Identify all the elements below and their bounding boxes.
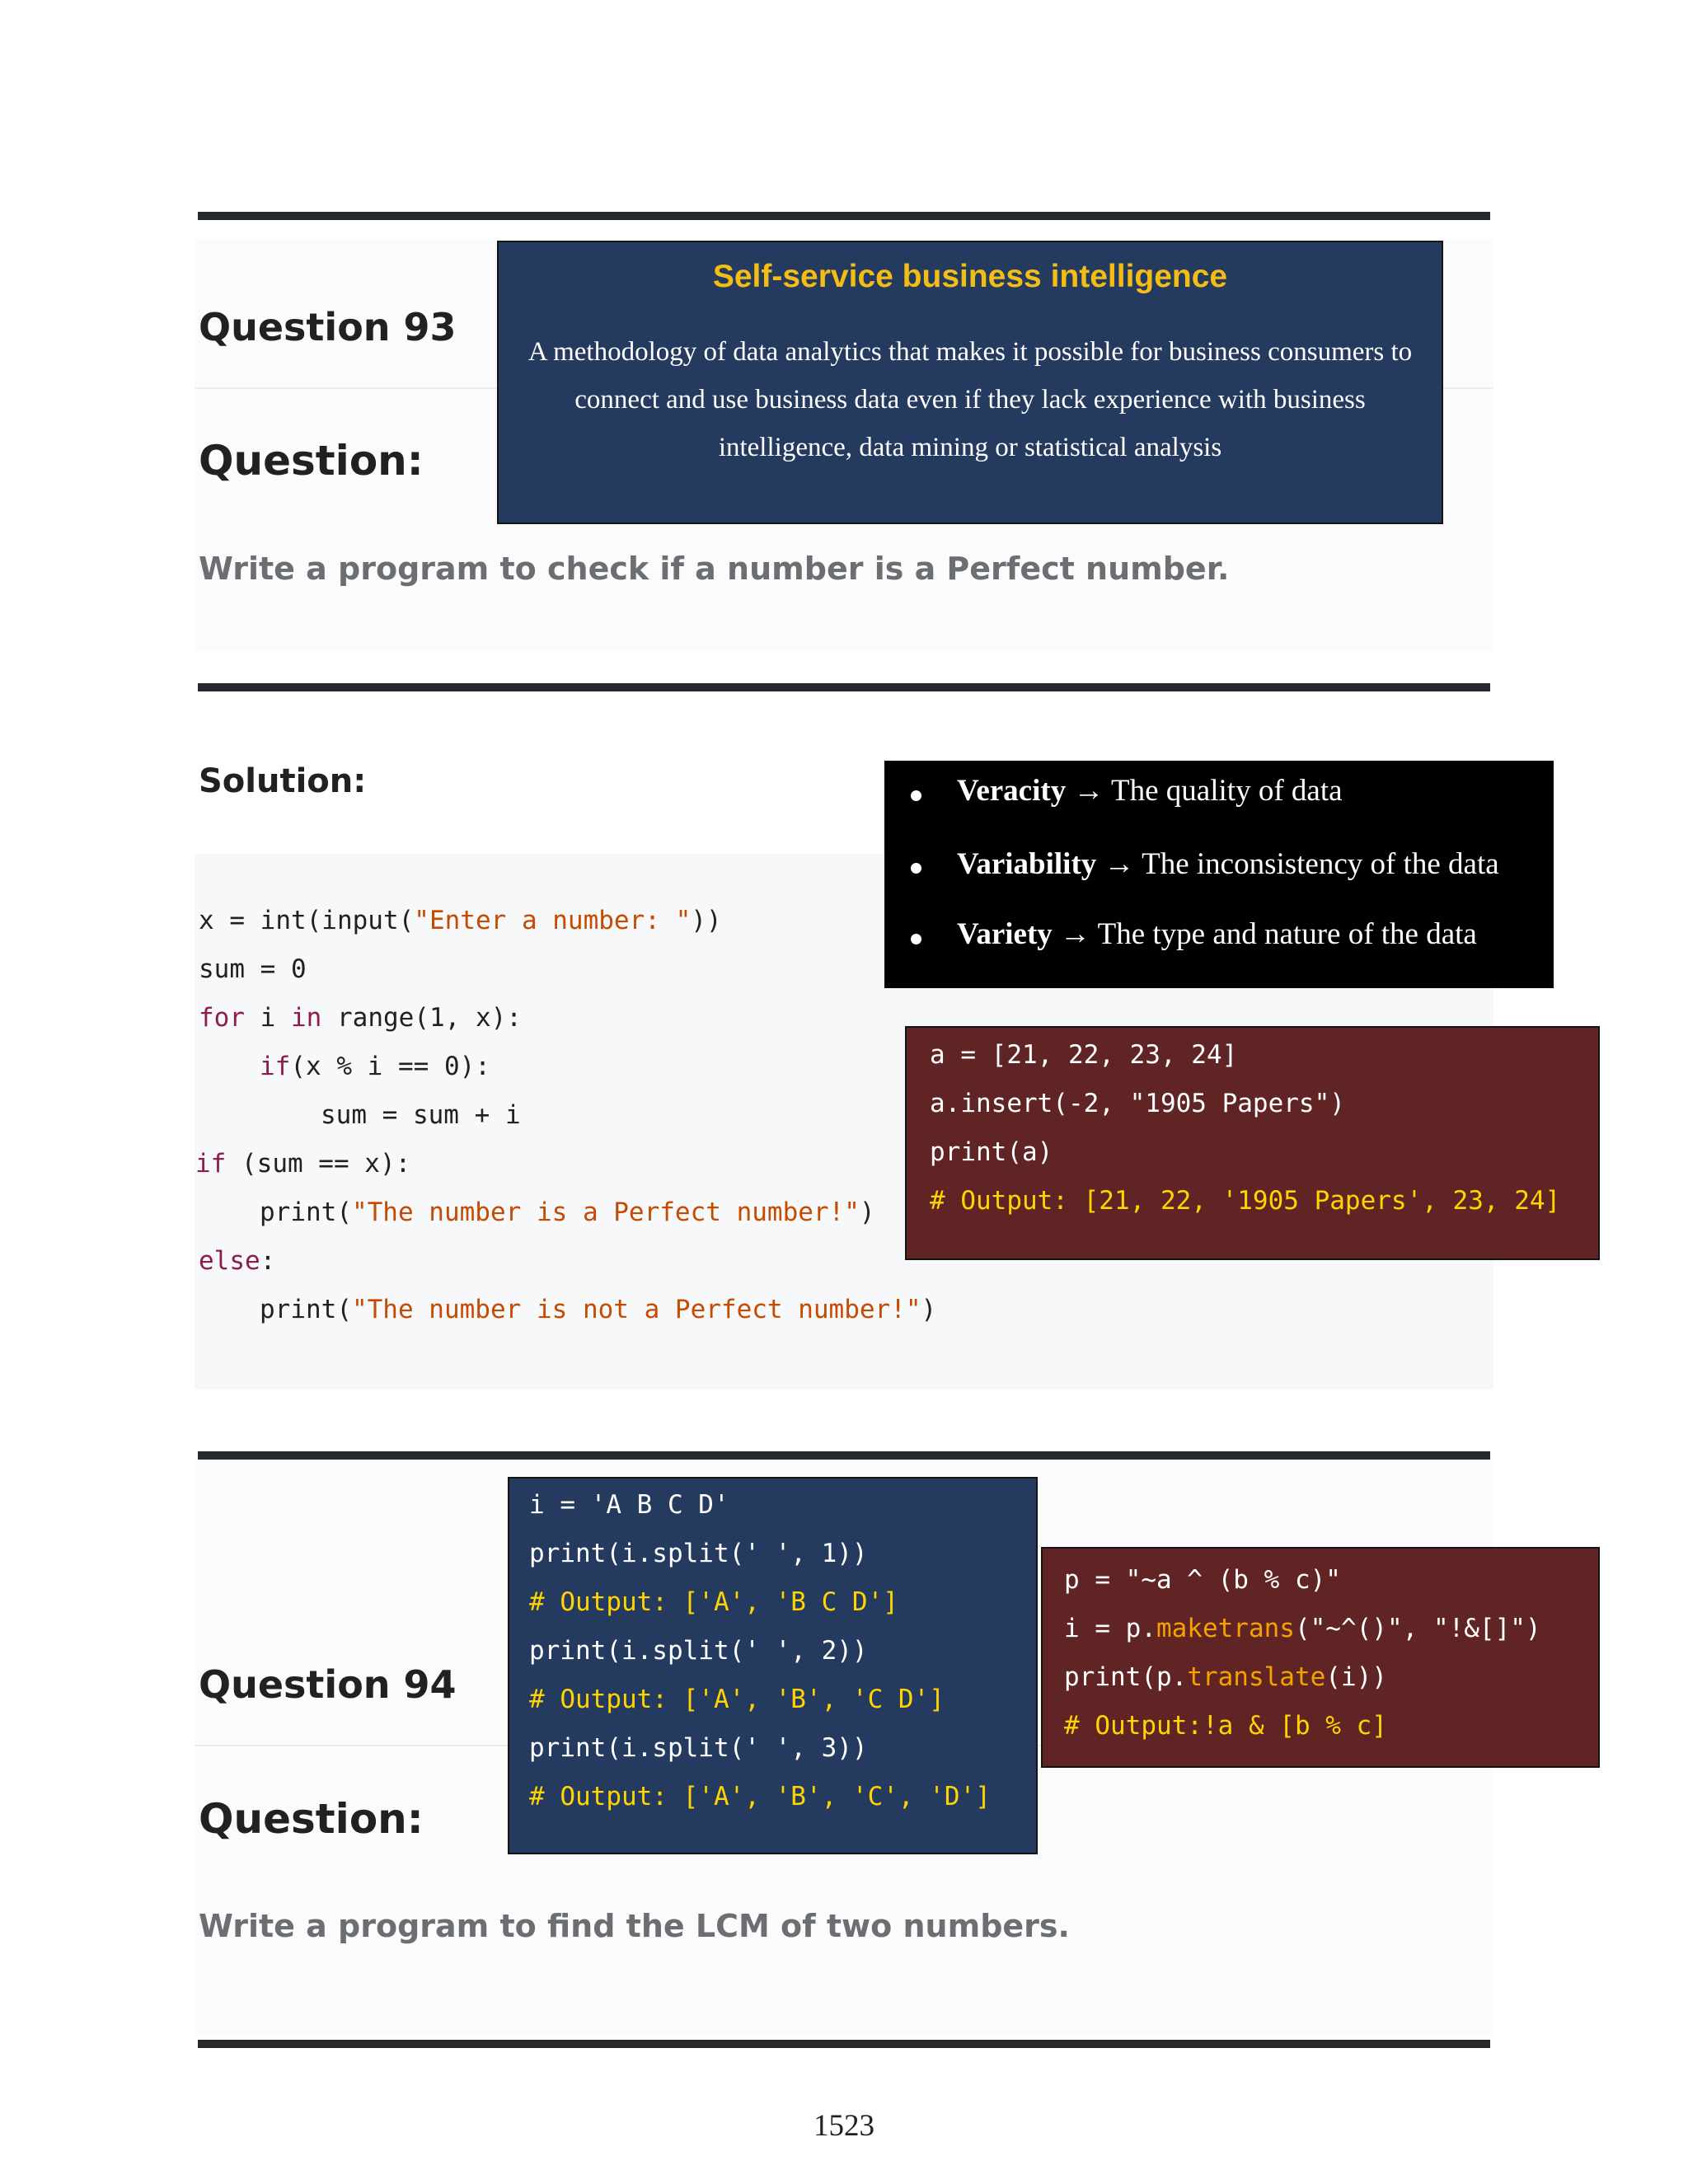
section-divider xyxy=(198,1451,1490,1460)
bullet-icon xyxy=(911,934,921,944)
code-line: print("The number is a Perfect number!") xyxy=(260,1197,875,1227)
big-data-vs-box xyxy=(884,761,1554,988)
code-line: print("The number is not a Perfect number!") xyxy=(260,1295,937,1324)
code-line: a.insert(-2, "1905 Papers") xyxy=(930,1089,1345,1118)
code-output-line: # Output: ['A', 'B', 'C D'] xyxy=(529,1685,945,1714)
list-item: Variety → The type and nature of the data xyxy=(957,917,1477,951)
page-number: 1523 xyxy=(814,2109,874,2143)
code-output-line: # Output: [21, 22, '1905 Papers', 23, 24] xyxy=(930,1186,1561,1216)
section-divider xyxy=(198,212,1490,220)
code-line: i = p.maketrans("~^()", "!&[]") xyxy=(1064,1614,1541,1643)
definition-line: A methodology of data analytics that makes it possible for business consumers to xyxy=(528,337,1413,367)
code-line: sum = sum + i xyxy=(321,1100,521,1130)
question-label: Question: xyxy=(199,1795,424,1843)
question-94-heading: Question 94 xyxy=(199,1662,457,1707)
split-code-box xyxy=(508,1477,1038,1854)
code-output-line: # Output: ['A', 'B', 'C', 'D'] xyxy=(529,1782,991,1811)
bullet-icon xyxy=(911,790,921,801)
code-line: a = [21, 22, 23, 24] xyxy=(930,1040,1238,1070)
translate-code-box xyxy=(1041,1547,1600,1768)
code-line: sum = 0 xyxy=(199,954,307,984)
code-line: x = int(input("Enter a number: ")) xyxy=(199,906,722,935)
code-line: p = "~a ^ (b % c)" xyxy=(1064,1565,1341,1595)
code-line: print(i.split(' ', 1)) xyxy=(529,1539,868,1568)
section-divider xyxy=(198,683,1490,691)
code-line: if (sum == x): xyxy=(195,1149,411,1179)
definition-box xyxy=(497,241,1443,524)
question-label: Question: xyxy=(199,437,424,485)
question-94-prompt: Write a program to find the LCM of two numbers. xyxy=(199,1908,1070,1944)
code-line: if(x % i == 0): xyxy=(260,1052,490,1081)
list-item: Variability → The inconsistency of the data xyxy=(957,847,1499,881)
definition-body xyxy=(499,328,1442,471)
code-line: for i in range(1, x): xyxy=(199,1003,522,1033)
definition-line: connect and use business data even if they lack experience with business xyxy=(574,385,1366,415)
question-93-heading: Question 93 xyxy=(199,305,457,349)
solution-label: Solution: xyxy=(199,762,367,800)
question-93-prompt: Write a program to check if a number is a Perfect number. xyxy=(199,551,1230,587)
code-line: print(i.split(' ', 2)) xyxy=(529,1636,868,1666)
definition-title: Self-service business intelligence xyxy=(712,259,1228,294)
insert-code-box xyxy=(905,1026,1600,1260)
definition-line: intelligence, data mining or statistical analysis xyxy=(718,433,1222,462)
code-line: print(i.split(' ', 3)) xyxy=(529,1733,868,1763)
code-line: i = 'A B C D' xyxy=(529,1490,729,1520)
list-item: Veracity → The quality of data xyxy=(957,774,1343,808)
code-line: print(a) xyxy=(930,1137,1053,1167)
section-divider xyxy=(198,2040,1490,2048)
code-line: print(p.translate(i)) xyxy=(1064,1662,1387,1692)
code-line: else: xyxy=(199,1246,276,1276)
bullet-icon xyxy=(911,863,921,874)
code-output-line: # Output: ['A', 'B C D'] xyxy=(529,1587,898,1617)
code-output-line: # Output:!a & [b % c] xyxy=(1064,1711,1387,1741)
